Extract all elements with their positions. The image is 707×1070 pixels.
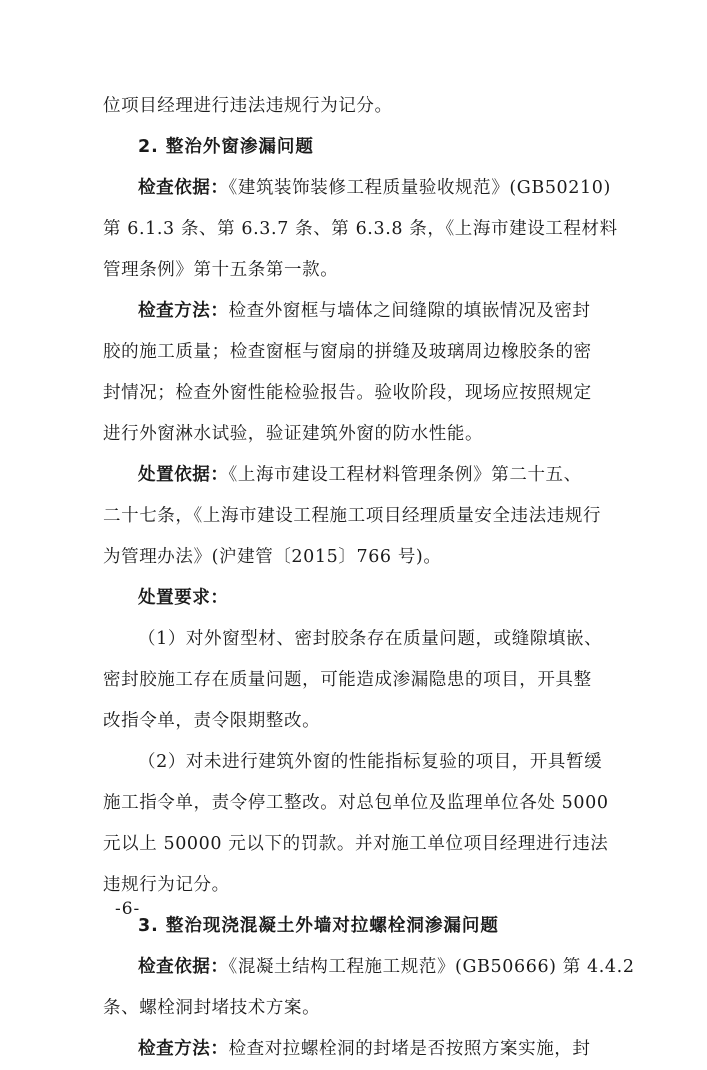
page-number: -6- [115, 899, 141, 919]
paragraph-line: （2）对未进行建筑外窗的性能指标复验的项目，开具暂缓 [138, 752, 603, 772]
paragraph-line: 条、螺栓洞封堵技术方案。 [103, 998, 321, 1018]
paragraph-line: 第 6.1.3 条、第 6.3.7 条、第 6.3.8 条，《上海市建设工程材料 [103, 219, 618, 239]
field-label: 处置要求： [138, 588, 229, 608]
field-label: 检查依据： [138, 178, 229, 198]
paragraph-line [103, 168, 613, 209]
paragraph-line [103, 455, 613, 496]
field-text: 《建筑装饰装修工程质量验收规范》(GB50210) [228, 178, 611, 198]
paragraph-line [103, 291, 613, 332]
field-text: 《上海市建设工程材料管理条例》第二十五、 [228, 465, 582, 485]
paragraph-line: 违规行为记分。 [103, 875, 230, 895]
document-page [103, 86, 635, 1070]
section-heading: 3. 整治现浇混凝土外墙对拉螺栓洞渗漏问题 [138, 916, 499, 936]
field-text: 检查外窗框与墙体之间缝隙的填嵌情况及密封 [228, 301, 591, 321]
paragraph-line: 管理条例》第十五条第一款。 [103, 260, 339, 280]
paragraph-line: 改指令单，责令限期整改。 [103, 711, 321, 731]
paragraph-line: 胶的施工质量；检查窗框与窗扇的拼缝及玻璃周边橡胶条的密 [103, 342, 592, 362]
paragraph-line: 位项目经理进行违法违规行为记分。 [103, 96, 393, 116]
paragraph-line [103, 1029, 613, 1070]
paragraph-line: 元以上 50000 元以下的罚款。并对施工单位项目经理进行违法 [103, 834, 609, 854]
section-heading: 2. 整治外窗渗漏问题 [138, 137, 314, 157]
paragraph-line: 施工指令单，责令停工整改。对总包单位及监理单位各处 5000 [103, 793, 609, 813]
field-label: 处置依据： [138, 465, 229, 485]
paragraph-line [103, 947, 635, 988]
paragraph-line: 为管理办法》(沪建管〔2015〕766 号)。 [103, 547, 442, 567]
field-label: 检查方法： [138, 301, 229, 321]
paragraph-line [103, 578, 613, 619]
field-text: 《混凝土结构工程施工规范》(GB50666) 第 4.4.2 [228, 957, 635, 977]
paragraph-line: （1）对外窗型材、密封胶条存在质量问题，或缝隙填嵌、 [138, 629, 603, 649]
paragraph-line: 封情况；检查外窗性能检验报告。验收阶段，现场应按照规定 [103, 383, 592, 403]
field-text: 检查对拉螺栓洞的封堵是否按照方案实施，封 [228, 1039, 591, 1059]
paragraph-line: 二十七条，《上海市建设工程施工项目经理质量安全违法违规行 [103, 506, 602, 526]
field-label: 检查方法： [138, 1039, 229, 1059]
paragraph-line: 进行外窗淋水试验，验证建筑外窗的防水性能。 [103, 424, 484, 444]
field-label: 检查依据： [138, 957, 229, 977]
paragraph-line: 密封胶施工存在质量问题，可能造成渗漏隐患的项目，开具整 [103, 670, 592, 690]
